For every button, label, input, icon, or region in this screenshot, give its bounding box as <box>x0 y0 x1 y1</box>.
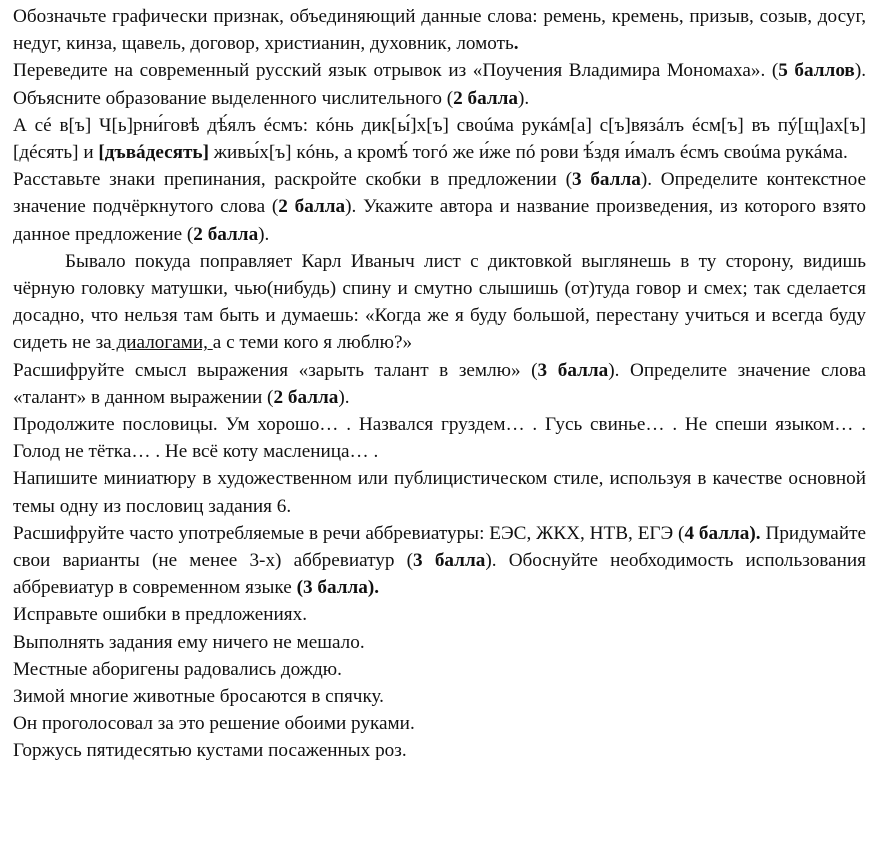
task-5: Продолжите пословицы. Ум хорошо… . Назвался груздем… . Гусь свинье… . Не спеши языком… . Голод не тётка… . Не всё коту масленица… . <box>13 414 866 463</box>
error-sentence: Он проголосовал за это решение обоими руками. <box>13 713 415 735</box>
points: 4 балла). <box>684 522 761 544</box>
task-8-title: Исправьте ошибки в предложениях. <box>13 604 308 626</box>
error-sentence: Выполнять задания ему ничего не мешало. <box>13 631 365 653</box>
points: (3 балла). <box>296 577 380 599</box>
points: 2 балла <box>193 223 259 245</box>
old-russian-excerpt: А сé в[ъ] Ч[ь]рни́говѣ дѣ́ялъ éсмъ: кóнь дик[ы́]х[ъ] своúма рукáм[а] с[ъ]вязáлъ éсм[ъ] въ пý[щ]ах[ъ] [дéсять] и [дъвáдесять] живы́х[ъ] кóнь, а кромѣ́ тогó же и́же пó рови ѣ́здя и́малъ éсмъ своúма рукáма. <box>13 114 866 164</box>
error-sentence: Местные аборигены радовались дождю. <box>13 658 342 680</box>
points: 3 балла <box>571 169 641 191</box>
highlighted-numeral: [дъвáдесять] <box>98 142 209 164</box>
error-sentence: Горжусь пятидесятью кустами посаженных роз. <box>13 740 407 762</box>
task-7: Расшифруйте часто употребляемые в речи аббревиатуры: ЕЭС, ЖКХ, НТВ, ЕГЭ (4 балла). Придумайте свои варианты (не менее 3-х) аббревиатур (3 балла). Обоснуйте необходимость использования аббревиатур в современном языке (3 балла). <box>13 522 866 599</box>
task-4: Расшифруйте смысл выражения «зарыть талант в землю» (3 балла). Определите значение слова «талант» в данном выражении (2 балла). <box>13 359 867 408</box>
points: 2 балла <box>278 196 346 218</box>
points: 2 балла <box>273 386 339 408</box>
points: 3 балла <box>413 550 486 572</box>
points: 3 балла <box>537 359 609 381</box>
underlined-word: диалогами, <box>111 332 213 354</box>
literary-quote: Бывало покуда поправляет Карл Иваныч лист с диктовкой выглянешь в ту сторону, видишь чёрную головку матушки, чью(нибудь) спину и смутно слышишь (от)туда говор и смех; так сделается досадно, что нельзя там быть и думаешь: «Когда же я буду большой, перестану учиться и всегда буду сидеть не за диалогами, а с теми кого я люблю?» <box>13 250 866 354</box>
task-6: Напишите миниатюру в художественном или публицистическом стиле, используя в качестве основной темы одну из пословиц задания 6. <box>13 468 866 517</box>
task-3: Расставьте знаки препинания, раскройте скобки в предложении (3 балла). Определите контекстное значение подчёркнутого слова (2 балла). Укажите автора и название произведения, из которого взято данное предложение (2 балла). <box>13 169 866 245</box>
points: 2 балла <box>453 87 518 109</box>
task-2: Переведите на современный русский язык отрывок из «Поучения Владимира Мономаха». (5 баллов). Объясните образование выделенного числительного (2 балла). <box>13 60 866 109</box>
task-1: Обозначьте графически признак, объединяющий данные слова: ремень, кремень, призыв, созыв, досуг, недуг, кинза, щавель, договор, христианин, духовник, ломоть. <box>13 6 866 55</box>
points: 5 баллов <box>778 60 855 82</box>
error-sentence: Зимой многие животные бросаются в спячку. <box>13 686 384 708</box>
